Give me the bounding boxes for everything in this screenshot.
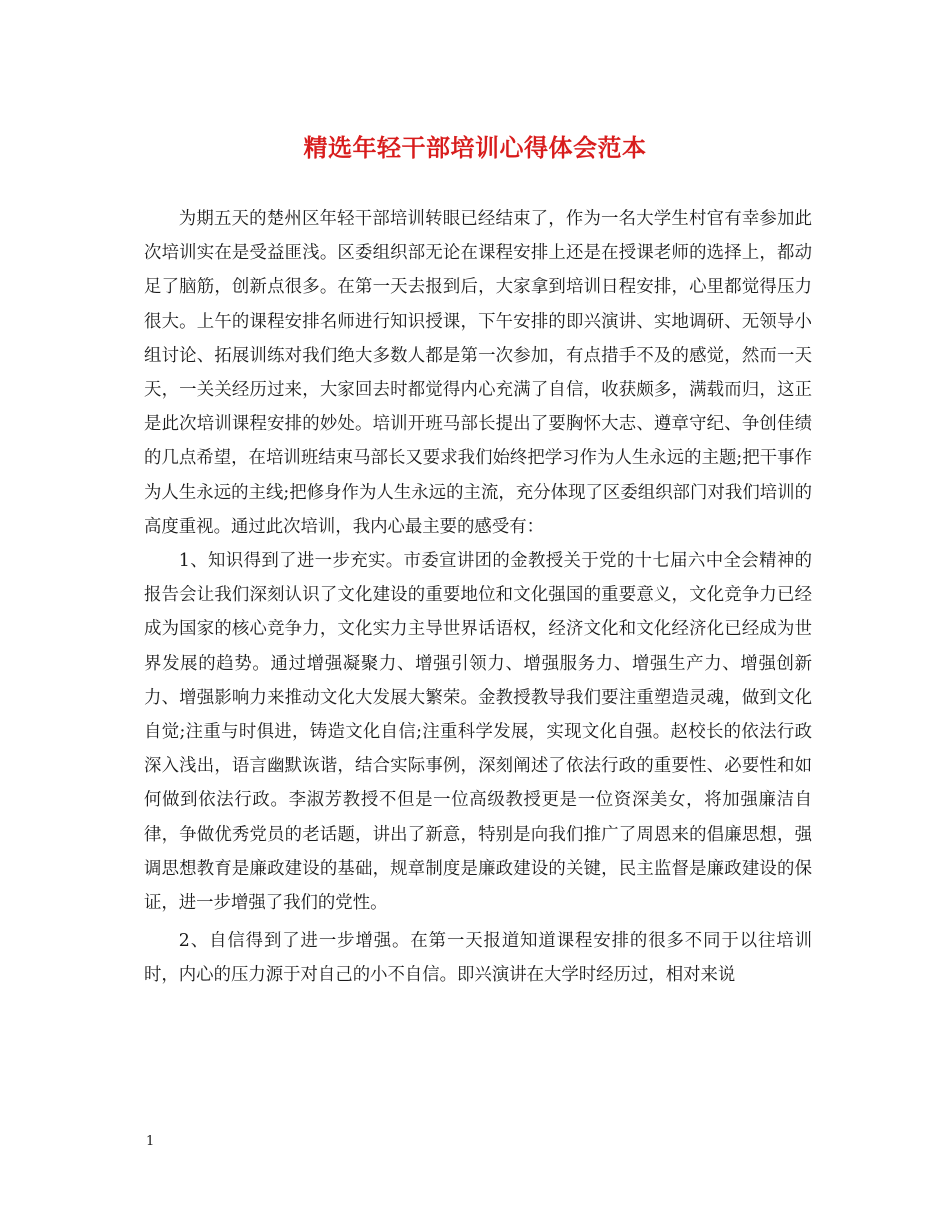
paragraph-section-1: 1、知识得到了进一步充实。市委宣讲团的金教授关于党的十七届六中全会精神的报告会让我们深刻认识了文化建设的重要地位和文化强国的重要意义，文化竞争力已经成为国家的核心竞争力，文化实力主导世界话语权，经济文化和文化经济化已经成为世界发展的趋势。通过增强凝聚力、增强引领力、增强服务力、增强生产力、增强创新力、增强影响力来推动文化大发展大繁荣。金教授教导我们要注重塑造灵魂，做到文化自觉;注重与时俱进，铸造文化自信;注重科学发展，实现文化自强。赵校长的依法行政深入浅出，语言幽默诙谐，结合实际事例，深刻阐述了依法行政的重要性、必要性和如何做到依法行政。李淑芳教授不但是一位高级教授更是一位资深美女，将加强廉洁自律，争做优秀党员的老话题，讲出了新意，特别是向我们推广了周恩来的倡廉思想，强调思想教育是廉政建设的基础，规章制度是廉政建设的关键，民主监督是廉政建设的保证，进一步增强了我们的党性。 [144, 551, 812, 914]
page-number: 1 [146, 1134, 155, 1149]
document-title: 精选年轻干部培训心得体会范本 [303, 133, 647, 162]
paragraph-section-2: 2、自信得到了进一步增强。在第一天报道知道课程安排的很多不同于以往培训时，内心的压力源于对自己的小不自信。即兴演讲在大学时经历过，相对来说 [144, 931, 812, 986]
paragraph-intro: 为期五天的楚州区年轻干部培训转眼已经结束了，作为一名大学生村官有幸参加此次培训实在是受益匪浅。区委组织部无论在课程安排上还是在授课老师的选择上，都动足了脑筋，创新点很多。在第一天去报到后，大家拿到培训日程安排，心里都觉得压力很大。上午的课程安排名师进行知识授课，下午安排的即兴演讲、实地调研、无领导小组讨论、拓展训练对我们绝大多数人都是第一次参加，有点措手不及的感觉，然而一天天，一关关经历过来，大家回去时都觉得内心充满了自信，收获颇多，满载而归，这正是此次培训课程安排的妙处。培训开班马部长提出了要胸怀大志、遵章守纪、争创佳绩的几点希望，在培训班结束马部长又要求我们始终把学习作为人生永远的主题;把干事作为人生永远的主线;把修身作为人生永远的主流，充分体现了区委组织部门对我们培训的高度重视。通过此次培训，我内心最主要的感受有： [144, 209, 812, 537]
document-body [144, 202, 812, 993]
